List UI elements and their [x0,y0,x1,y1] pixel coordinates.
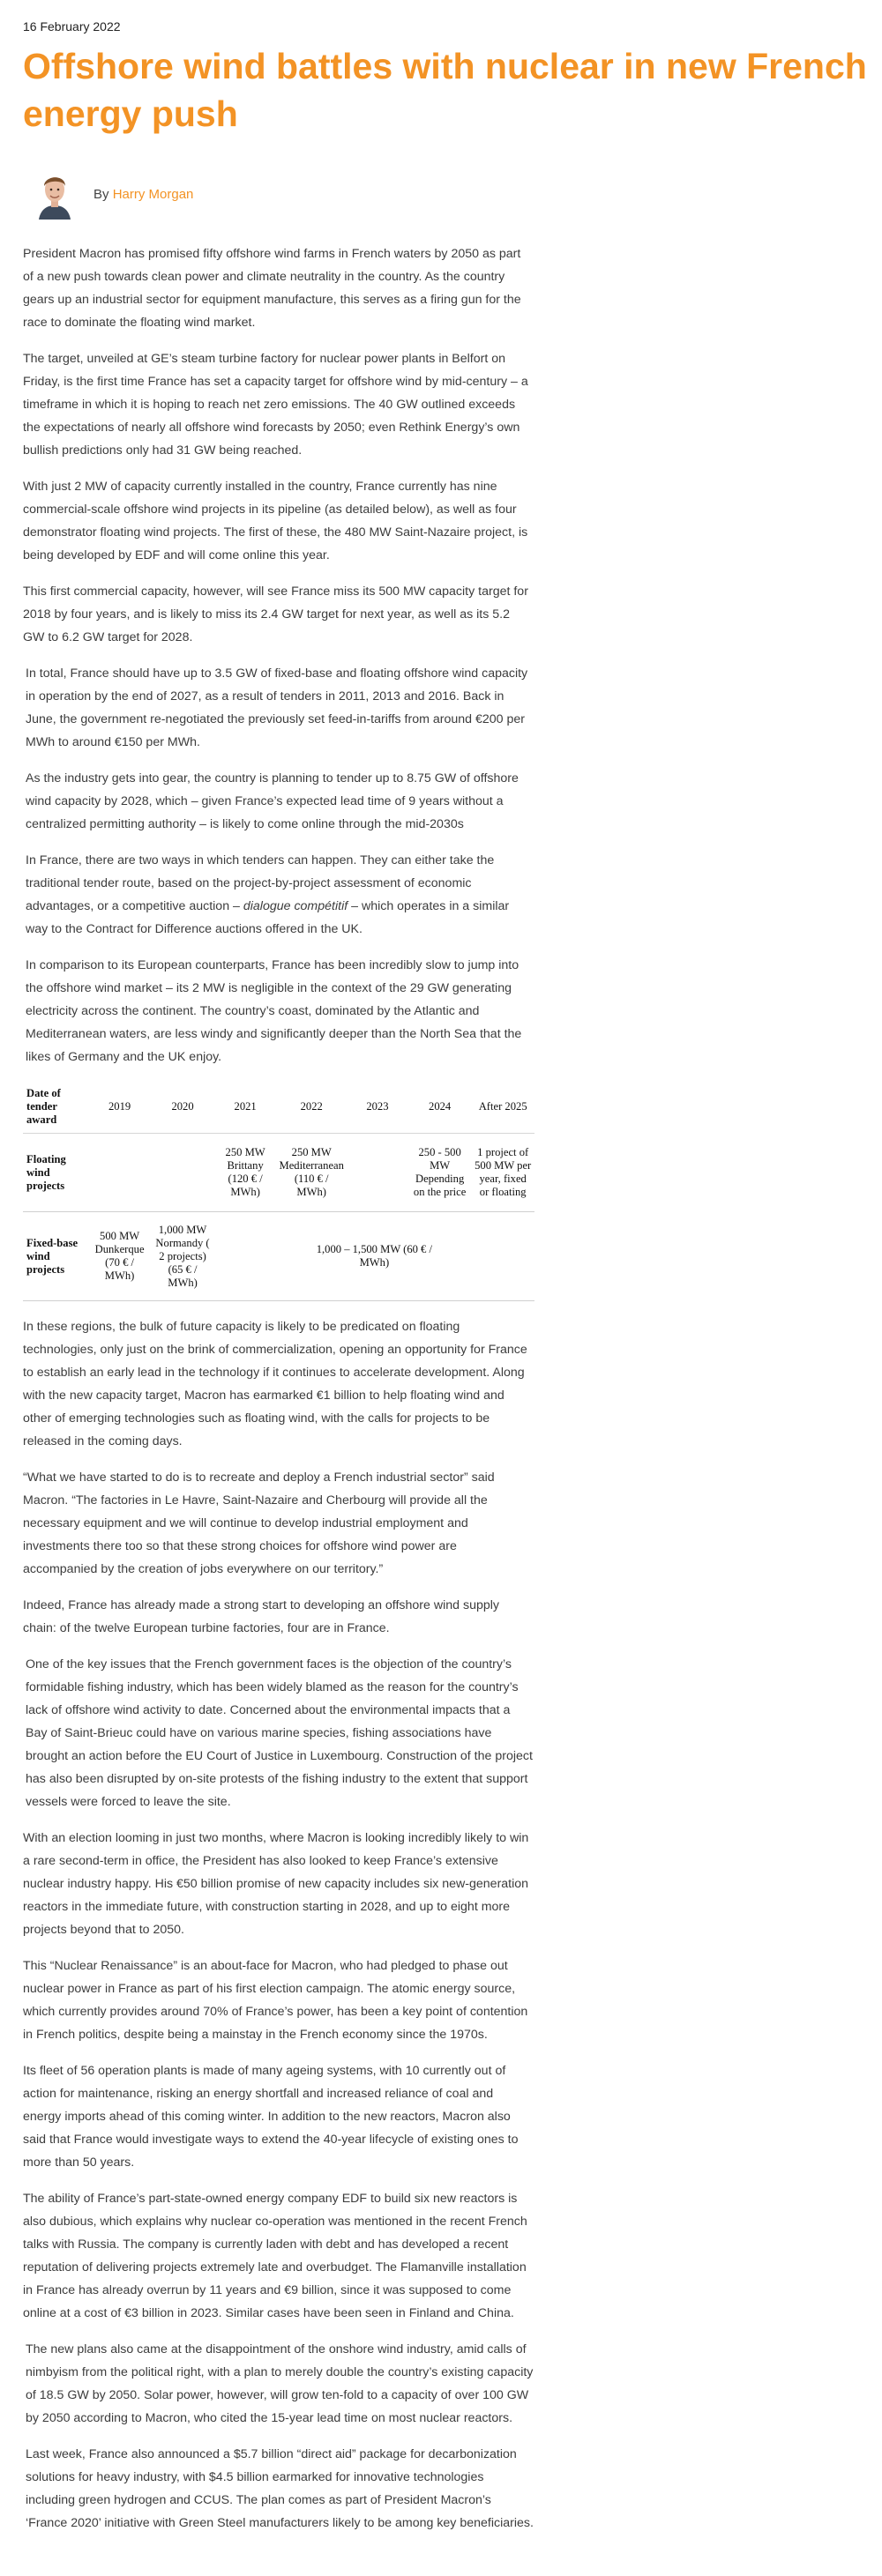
author-name-link[interactable]: Harry Morgan [112,186,194,202]
paragraph: Indeed, France has already made a strong start to developing an offshore wind supply chain: of the twelve European turbine factories, four are in France. [23,1598,499,1635]
paragraph: The target, unveiled at GE’s steam turbine factory for nuclear power plants in Belfort on Friday, is the first time France has set a capacity target for offshore wind by mid-century – a timeframe in which it is hoping to reach net zero emissions. The 40 GW outlined exceeds the expectations of nearly all offshore wind forecasts by 2050; even Rethink Energy’s own bullish predictions only had 31 GW being reached. [23,352,528,458]
paragraph-tender-routes [23,849,534,941]
publish-date: 16 February 2022 [23,19,121,34]
table-cell: 250 MW Brittany (120 € / MWh) [214,1134,277,1212]
table-header-cell: 2019 [88,1080,152,1134]
table-row-label: Floating wind projects [23,1134,88,1212]
tender-table [23,1080,534,1301]
paragraph: With just 2 MW of capacity currently installed in the country, France currently has nine commercial-scale offshore wind projects in its pipeline (as detailed below), as well as four demonstrator floating wind projects. The first of these, the 480 MW Saint-Nazaire project, is being developed by EDF and will come online this year. [23,480,528,562]
paragraph: With an election looming in just two months, where Macron is looking incredibly likely to win a rare second-term in office, the President has also looked to keep France’s extensive nuclear industry happy. His €50 billion promise of new capacity includes six new-generation reactors in the immediate future, with construction starting in 2028, and up to eight more projects beyond that to 2050. [23,1831,529,1937]
table-cell: 500 MW Dunkerque (70 € / MWh) [88,1212,152,1301]
table-row-floating [23,1134,534,1212]
table-header-cell: Date of tender award [23,1080,88,1134]
paragraph: As the industry gets into gear, the country is planning to tender up to 8.75 GW of offshore wind capacity by 2028, which – given France’s expected lead time of 9 years without a centralized permitting authority – is likely to come online through the mid-2030s [26,771,519,831]
table-cell: 1 project of 500 MW per year, fixed or floating [471,1134,534,1212]
paragraph: The new plans also came at the disappointment of the onshore wind industry, amid calls of nimbyism from the political right, with a plan to merely double the country’s existing capacity of 18.5 GW by 2050. Solar power, however, will grow ten-fold to a capacity of over 100 GW by 2050 according to Macron, who cited the 15-year lead time on most nuclear reactors. [26,2342,534,2425]
author-block [35,168,193,220]
paragraph: Its fleet of 56 operation plants is made of many ageing systems, with 10 currently out of action for maintenance, risking an energy shortfall and increased reliance of coal and energy imports ahead of this coming winter. In addition to the new reactors, Macron also said that France would investigate ways to extend the 40-year lifecycle of existing ones to more than 50 years. [23,2064,519,2170]
paragraph: The ability of France’s part-state-owned energy company EDF to build six new reactors is also dubious, which explains why nuclear co-operation was mentioned in the recent French talks with Russia. The company is currently laden with debt and has developed a recent reputation of delivering projects extremely late and overbudget. The Flamanville installation in France has already overrun by 11 years and €9 billion, since it was supposed to come online at a cost of €3 billion in 2023. Similar cases have been seen in Finland and China. [23,2192,527,2320]
table-header-cell: 2022 [277,1080,347,1134]
table-header-cell: After 2025 [471,1080,534,1134]
table-cell: 250 MW Mediterranean (110 € / MWh) [277,1134,347,1212]
article-body [23,242,534,2548]
tender-text-after: – which operates in a similar way to the Contract for Difference auctions offered in the UK. [26,899,510,936]
table-cell [347,1134,408,1212]
article-title: Offshore wind battles with nuclear in new French energy push [23,46,867,134]
paragraph: In total, France should have up to 3.5 GW of fixed-base and floating offshore wind capacity in operation by the end of 2027, as a result of tenders in 2011, 2013 and 2016. Back in June, the government re-negotiated the previously set feed-in-tariffs from around €200 per MWh to around €150 per MWh. [26,666,528,749]
table-header-cell: 2021 [214,1080,277,1134]
table-cell: 250 - 500 MW Depending on the price [408,1134,471,1212]
table-header-cell: 2024 [408,1080,471,1134]
byline [93,187,193,202]
table-cell [88,1134,152,1212]
paragraph: In comparison to its European counterparts, France has been incredibly slow to jump into the offshore wind market – its 2 MW is negligible in the context of the 29 GW generating electricity across the continent. The country’s coast, dominated by the Atlantic and Mediterranean waters, are less windy and significantly deeper than the North Sea that the likes of Germany and the UK enjoy. [26,958,522,1064]
table-cell [214,1212,534,1301]
paragraph: “What we have started to do is to recreate and deploy a French industrial sector” said Macron. “The factories in Le Havre, Saint-Nazaire and Cherbourg will provide all the necessary equipment and we will continue to develop industrial employment and investments there too so that these strong choices for offshore wind power are accompanied by the creation of jobs everywhere on our territory.” [23,1470,495,1576]
paragraph: In these regions, the bulk of future capacity is likely to be predicated on floating technologies, only just on the brink of commercialization, opening an opportunity for France to establish an early lead in the technology if it continues to accelerate development. Along with the new capacity target, Macron has earmarked €1 billion to help floating wind and other of emerging technologies such as floating wind, with the calls for projects to be released in the coming days. [23,1320,527,1448]
table-header-cell: 2020 [151,1080,213,1134]
author-avatar [35,168,74,220]
paragraph: This first commercial capacity, however, will see France miss its 500 MW capacity target for 2018 by four years, and is likely to miss its 2.4 GW target for next year, as well as its 5.2 GW to 6.2 GW target for 2028. [23,584,528,644]
table-header-cell: 2023 [347,1080,408,1134]
table-cell [151,1134,213,1212]
tender-text-before: In France, there are two ways in which tenders can happen. They can either take the traditional tender route, based on the project-by-project assessment of economic advantages, or a competitive auction – [26,853,495,913]
paragraph: This “Nuclear Renaissance” is an about-face for Macron, who had pledged to phase out nuclear power in France as part of his first election campaign. The atomic energy source, which currently provides around 70% of France’s power, has been a key point of contention in French politics, despite being a mainstay in the French economy since the 1970s. [23,1959,528,2042]
paragraph: President Macron has promised fifty offshore wind farms in French waters by 2050 as part of a new push towards clean power and climate neutrality in the country. As the country gears up an industrial sector for equipment manufacture, this serves as a firing gun for the race to dominate the floating wind market. [23,247,521,330]
paragraph: Last week, France also announced a $5.7 billion “direct aid” package for decarbonization solutions for heavy industry, with $4.5 billion earmarked for innovative technologies including green hydrogen and CCUS. The plan comes as part of President Macron’s ‘France 2020’ initiative with Green Steel manufacturers likely to be among key beneficiaries. [26,2447,534,2530]
table-row-label: Fixed-base wind projects [23,1212,88,1301]
tender-term: dialogue compétitif [243,899,348,913]
byline-prefix: By [93,186,109,202]
table-cell: 1,000 MW Normandy ( 2 projects) (65 € / MWh) [151,1212,213,1301]
table-row-fixed [23,1212,534,1301]
table-cell-text: 1,000 – 1,500 MW (60 € / MWh) [316,1243,433,1269]
table-header-row [23,1080,534,1134]
paragraph: One of the key issues that the French government faces is the objection of the country’s formidable fishing industry, which has been widely blamed as the reason for the country’s lack of offshore wind activity to date. Concerned about the environmental impacts that a Bay of Saint-Brieuc could have on various marine species, fishing associations have brought an action before the EU Court of Justice in Luxembourg. Construction of the project has also been disrupted by on-site protests of the fishing industry to the extent that support vessels were forced to leave the site. [26,1657,533,1809]
